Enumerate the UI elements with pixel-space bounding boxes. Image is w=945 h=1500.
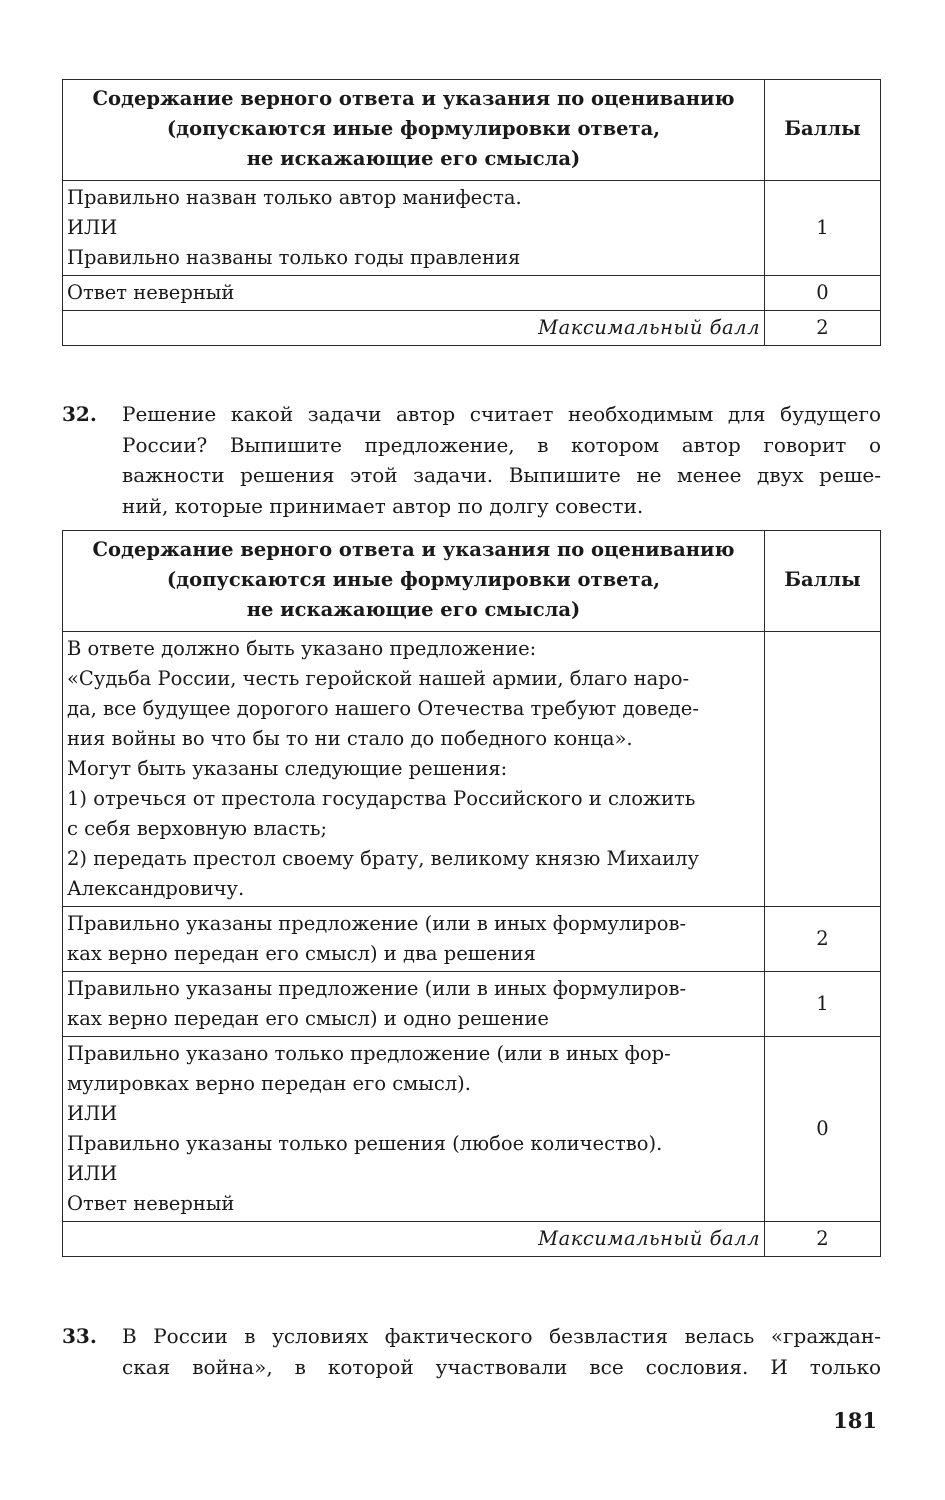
max-score-label: Максимальный балл bbox=[63, 311, 765, 346]
question-number: 32. bbox=[62, 402, 97, 426]
criterion-cell bbox=[63, 181, 765, 276]
question-number: 33. bbox=[62, 1324, 97, 1348]
criterion-line: Правильно указаны только решения (любое количество). bbox=[67, 1132, 663, 1155]
grading-table-32 bbox=[62, 530, 881, 1257]
max-score-row bbox=[63, 311, 881, 346]
question-line: В России в условиях фактического безвластия велась «граждан- bbox=[122, 1324, 881, 1348]
table-header-row bbox=[63, 531, 881, 632]
criterion-cell bbox=[63, 972, 765, 1037]
table-row bbox=[63, 972, 881, 1037]
answer-line: Могут быть указаны следующие решения: bbox=[67, 757, 508, 780]
points-cell: 0 bbox=[765, 1037, 881, 1222]
max-score-value: 2 bbox=[765, 1222, 881, 1257]
max-score-value: 2 bbox=[765, 311, 881, 346]
question-line: Решение какой задачи автор считает необходимым для будущего bbox=[122, 402, 881, 426]
header-line: не искажающие его смысла) bbox=[246, 147, 581, 170]
criterion-line: Правильно указаны предложение (или в иных формулиров- bbox=[67, 912, 687, 935]
question-text bbox=[122, 1321, 881, 1382]
question-32 bbox=[62, 399, 881, 521]
criterion-line: ИЛИ bbox=[67, 1102, 118, 1125]
page-number: 181 bbox=[833, 1408, 877, 1433]
criterion-line: ИЛИ bbox=[67, 1162, 118, 1185]
header-line: (допускаются иные формулировки ответа, bbox=[166, 117, 661, 140]
criterion-line: мулировках верно передан его смысл). bbox=[67, 1072, 471, 1095]
criterion-line: ИЛИ bbox=[67, 216, 118, 239]
header-content-cell bbox=[63, 531, 765, 632]
answer-line: Александровичу. bbox=[67, 877, 245, 900]
max-score-label: Максимальный балл bbox=[63, 1222, 765, 1257]
points-cell: 2 bbox=[765, 907, 881, 972]
header-line: Содержание верного ответа и указания по оцениванию bbox=[92, 87, 735, 110]
points-cell: 0 bbox=[765, 276, 881, 311]
question-line: ний, которые принимает автор по долгу совести. bbox=[122, 493, 644, 518]
criterion-cell bbox=[63, 1037, 765, 1222]
criterion-cell bbox=[63, 907, 765, 972]
answer-line: ния войны во что бы то ни стало до победного конца». bbox=[67, 727, 633, 750]
question-line: важности решения этой задачи. Выпишите не менее двух реше- bbox=[122, 463, 881, 487]
criterion-line: Правильно указаны предложение (или в иных формулиров- bbox=[67, 977, 687, 1000]
criterion-line: ках верно передан его смысл) и два решения bbox=[67, 942, 536, 965]
answer-line: «Судьба России, честь геройской нашей армии, благо наро- bbox=[67, 667, 690, 690]
table-row bbox=[63, 907, 881, 972]
header-line: (допускаются иные формулировки ответа, bbox=[166, 568, 661, 591]
header-points-cell: Баллы bbox=[765, 531, 881, 632]
answer-line: 2) передать престол своему брату, великому князю Михаилу bbox=[67, 847, 699, 870]
answer-line: с себя верховную власть; bbox=[67, 817, 328, 840]
answer-cell bbox=[63, 632, 765, 907]
table-header-row bbox=[63, 80, 881, 181]
criterion-cell bbox=[63, 276, 765, 311]
criterion-line: Ответ неверный bbox=[67, 1192, 235, 1215]
empty-points-cell bbox=[765, 632, 881, 907]
header-line: Содержание верного ответа и указания по оцениванию bbox=[92, 538, 735, 561]
criterion-line: Правильно названы только годы правления bbox=[67, 246, 521, 269]
question-line: России? Выпишите предложение, в котором автор говорит о bbox=[122, 432, 881, 457]
header-line: не искажающие его смысла) bbox=[246, 598, 581, 621]
criterion-line: ках верно передан его смысл) и одно решение bbox=[67, 1007, 549, 1030]
header-points-cell: Баллы bbox=[765, 80, 881, 181]
question-text bbox=[122, 399, 881, 521]
table-row bbox=[63, 1037, 881, 1222]
max-score-row bbox=[63, 1222, 881, 1257]
answer-line: да, все будущее дорогого нашего Отечества требуют доведе- bbox=[67, 697, 699, 720]
points-cell: 1 bbox=[765, 972, 881, 1037]
points-cell: 1 bbox=[765, 181, 881, 276]
grading-table-31 bbox=[62, 79, 881, 346]
answer-line: 1) отречься от престола государства Российского и сложить bbox=[67, 787, 696, 810]
question-line: ская война», в которой участвовали все сословия. И только bbox=[122, 1354, 881, 1379]
question-33 bbox=[62, 1321, 881, 1382]
criterion-line: Правильно назван только автор манифеста. bbox=[67, 186, 522, 209]
table-row bbox=[63, 181, 881, 276]
header-content-cell bbox=[63, 80, 765, 181]
criterion-line: Ответ неверный bbox=[67, 281, 235, 304]
answer-line: В ответе должно быть указано предложение: bbox=[67, 637, 537, 660]
criterion-line: Правильно указано только предложение (или в иных фор- bbox=[67, 1042, 671, 1065]
table-row bbox=[63, 276, 881, 311]
answer-row bbox=[63, 632, 881, 907]
